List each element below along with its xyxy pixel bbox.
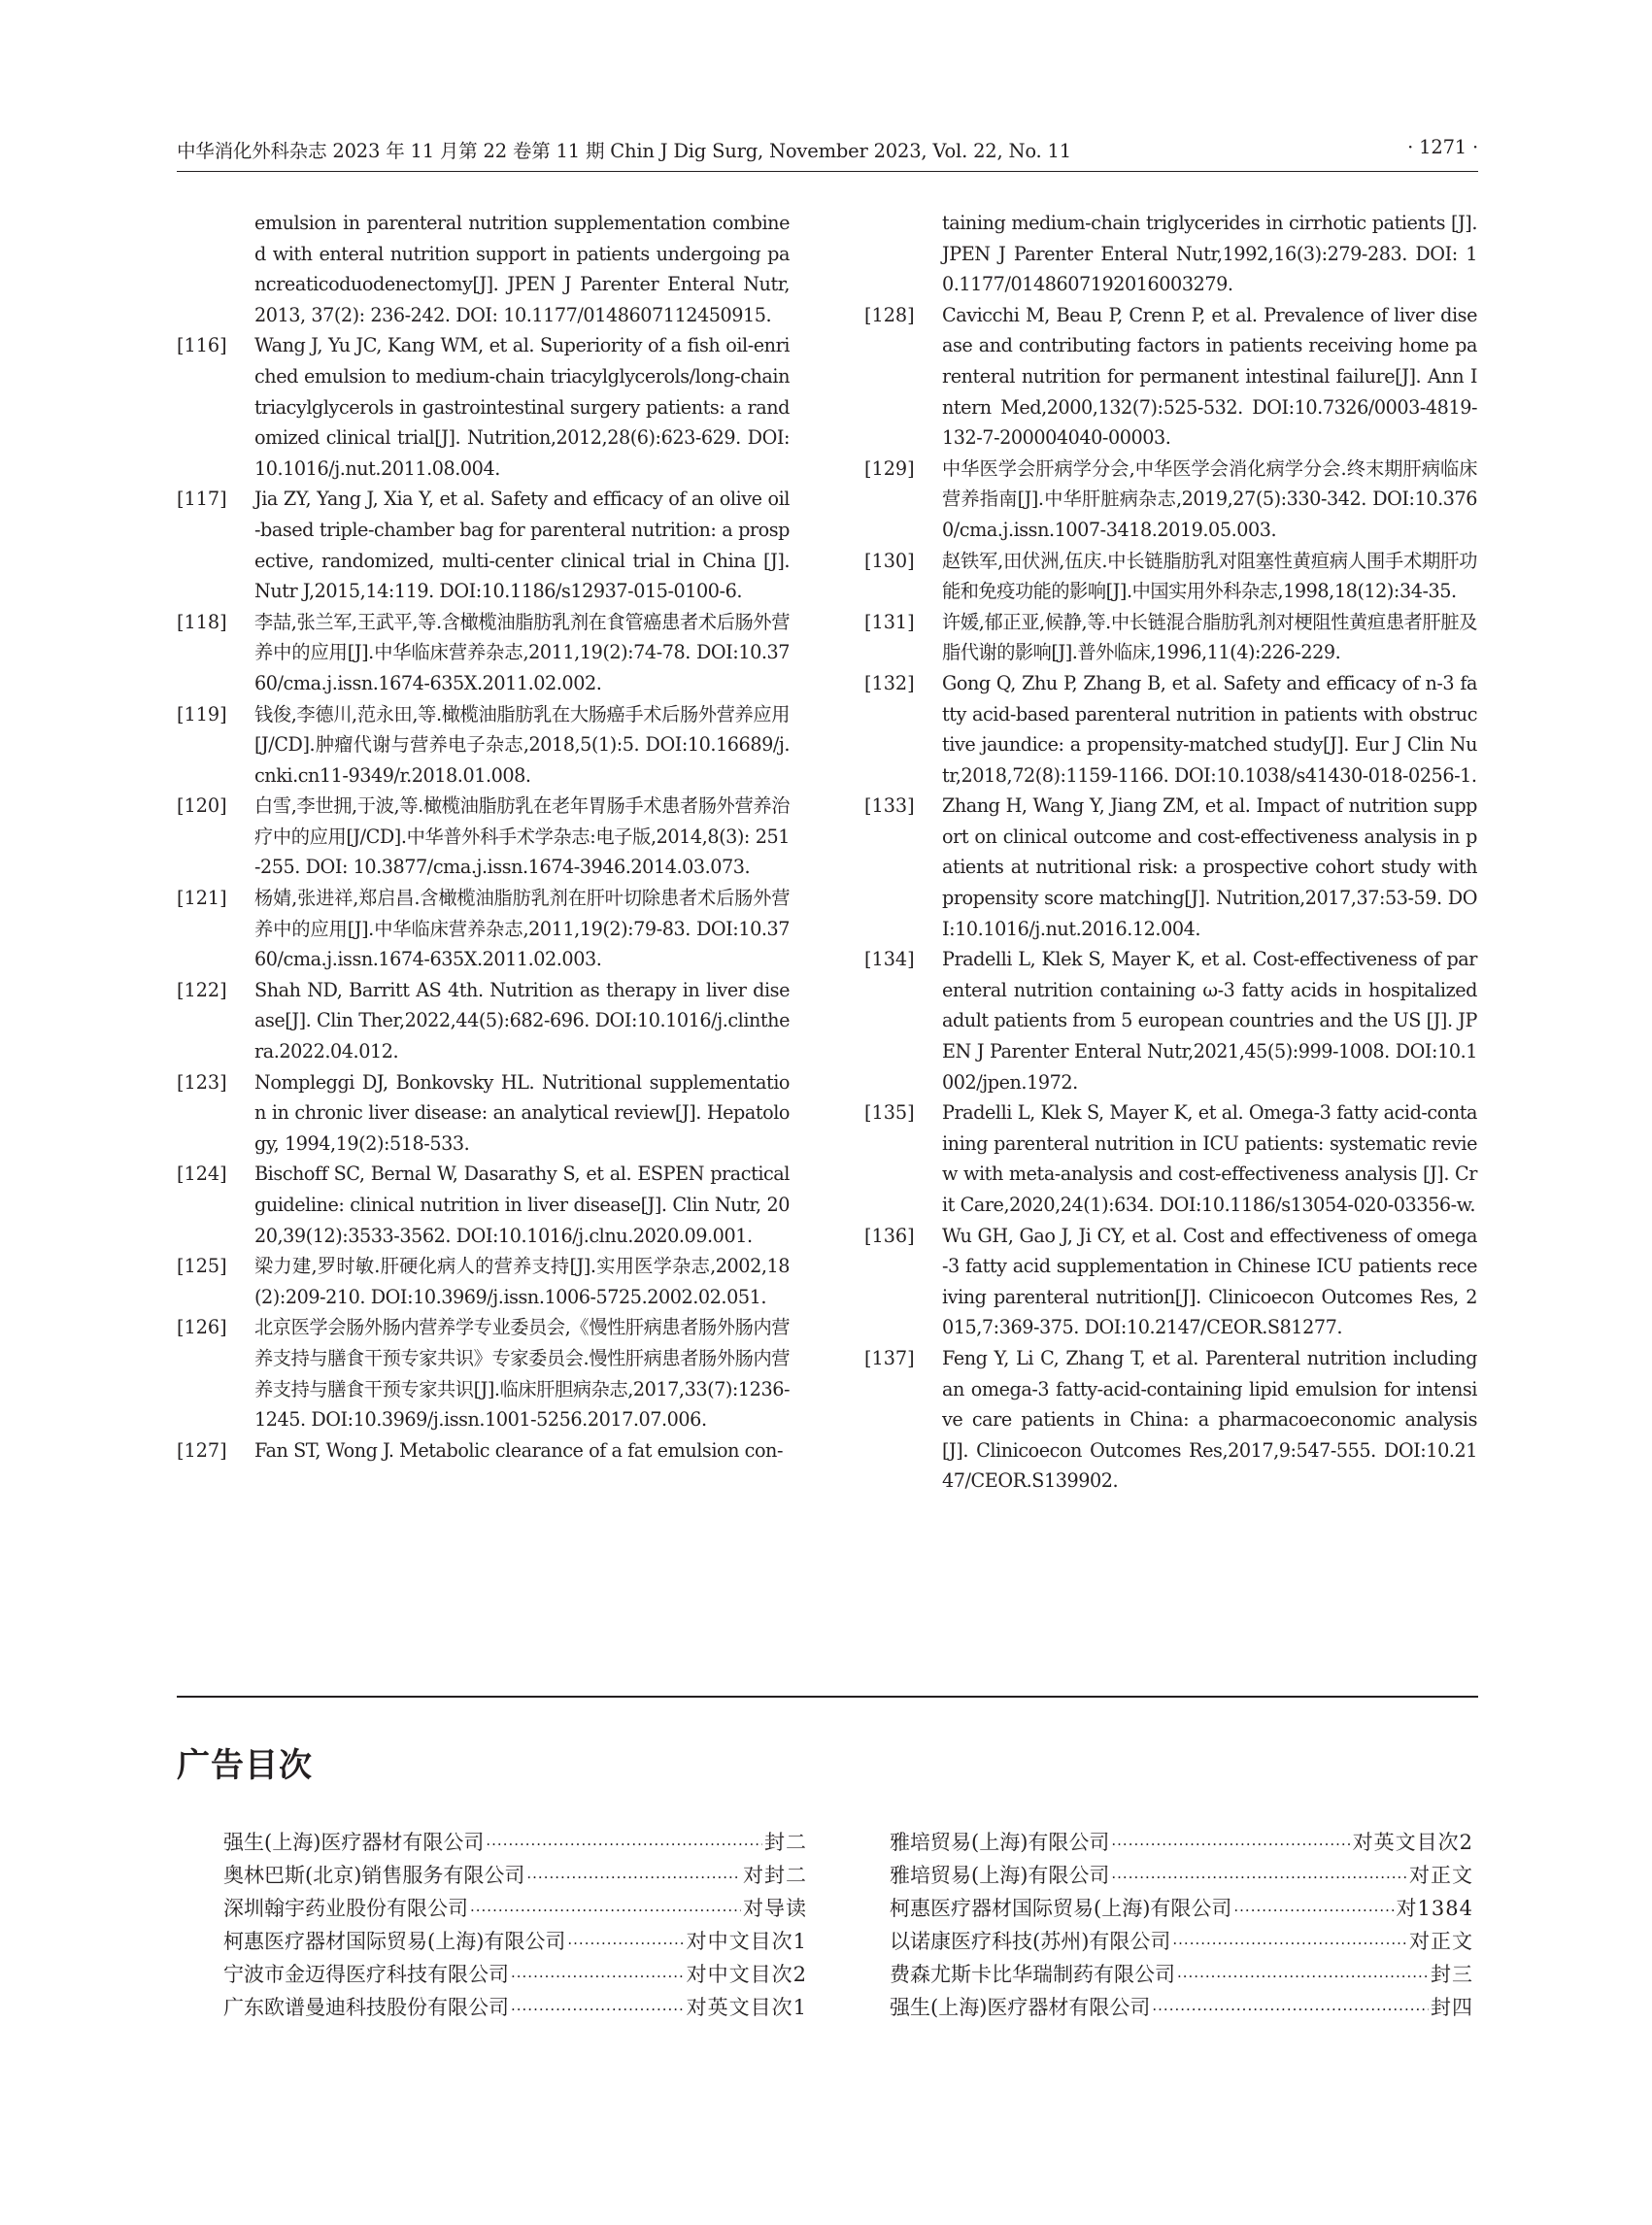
reference-number: [116] xyxy=(177,334,227,357)
reference-entry xyxy=(177,975,790,1067)
reference-number: [128] xyxy=(864,303,915,326)
reference-entry xyxy=(177,1312,790,1434)
reference-number: [123] xyxy=(177,1070,227,1094)
reference-entry xyxy=(177,699,790,792)
reference-number: [124] xyxy=(177,1163,227,1186)
reference-text: Nompleggi DJ, Bonkovsky HL. Nutritional supplementation in chronic liver disease: an analytical review[J]. Hepatology, 1994,19(2):518-533. xyxy=(254,1070,790,1155)
references-right-column xyxy=(864,208,1477,1497)
reference-entry xyxy=(864,546,1477,607)
reference-text: Cavicchi M, Beau P, Crenn P, et al. Prevalence of liver disease and contributing factors in patients receiving home parenteral nutrition for permanent intestinal failure[J]. Ann Intern Med,2000,132(7):525-532. DOI:10.7326/0003-4819-132-7-200004040-00003. xyxy=(942,303,1477,450)
reference-number: [127] xyxy=(177,1438,227,1462)
reference-entry xyxy=(864,944,1477,1097)
reference-text: Feng Y, Li C, Zhang T, et al. Parenteral nutrition including an omega-3 fatty-acid-containing lipid emulsion for intensive care patients in China: a pharmacoeconomic analysis [J]. Clinicoecon Outcomes Res,2017,9:547-555. DOI:10.2147/CEOR.S139902. xyxy=(942,1346,1477,1493)
reference-entry xyxy=(864,791,1477,944)
reference-text: taining medium-chain triglycerides in cirrhotic patients [J]. JPEN J Parenter Enteral Nutr,1992,16(3):279-283. DOI: 10.1177/0148607192016003279. xyxy=(942,212,1477,296)
reference-text: Wang J, Yu JC, Kang WM, et al. Superiority of a fish oil-enriched emulsion to medium-chain triacylglycerols/long-chain triacylglycerols in gastrointestinal surgery patients: a randomized clinical trial[J]. Nutrition,2012,28(6):623-629. DOI:10.1016/j.nut.2011.08.004. xyxy=(254,334,790,480)
ads-section-rule xyxy=(177,1696,1478,1698)
reference-number: [126] xyxy=(177,1316,227,1339)
ad-company: 柯惠医疗器材国际贸易(上海)有限公司 xyxy=(223,1930,566,1953)
ad-entry xyxy=(223,1991,807,2024)
ad-company: 强生(上海)医疗器材有限公司 xyxy=(223,1831,485,1854)
reference-text: Gong Q, Zhu P, Zhang B, et al. Safety and efficacy of n-3 fatty acid-based parenteral nutrition in patients with obstructive jaundice: a propensity-matched study[J]. Eur J Clin Nutr,2018,72(8):1159-1166. DOI:10.1038/s41430-018-0256-1. xyxy=(942,671,1477,787)
reference-entry xyxy=(177,1251,790,1312)
ad-entry xyxy=(890,1991,1473,2024)
ad-entry xyxy=(223,1859,807,1892)
ad-company: 以诺康医疗科技(苏州)有限公司 xyxy=(890,1930,1171,1953)
reference-text: Fan ST, Wong J. Metabolic clearance of a fat emulsion con- xyxy=(254,1438,784,1462)
ad-page: 对封二 xyxy=(743,1864,807,1887)
reference-entry xyxy=(864,1343,1477,1497)
ad-page: 对1384 xyxy=(1396,1897,1473,1920)
ads-right-column xyxy=(890,1826,1473,2024)
leader-dots xyxy=(511,1993,685,2026)
reference-text: 梁力建,罗时敏.肝硬化病人的营养支持[J].实用医学杂志,2002,18(2):209-210. DOI:10.3969/j.issn.1006-5725.2002.02.051. xyxy=(254,1255,790,1308)
reference-entry xyxy=(177,607,790,699)
reference-entry xyxy=(864,454,1477,546)
header-rule xyxy=(177,171,1478,172)
leader-dots xyxy=(511,1960,685,1993)
leader-dots xyxy=(470,1894,741,1927)
ad-entry xyxy=(890,1859,1473,1892)
reference-text: Zhang H, Wang Y, Jiang ZM, et al. Impact of nutrition support on clinical outcome and cost-effectiveness analysis in patients at nutritional risk: a prospective cohort study with propensity score matching[J]. Nutrition,2017,37:53-59. DOI:10.1016/j.nut.2016.12.004. xyxy=(942,794,1477,940)
reference-entry xyxy=(177,1435,790,1466)
leader-dots xyxy=(486,1828,762,1861)
ad-company: 广东欧谱曼迪科技股份有限公司 xyxy=(223,1996,509,2019)
reference-text: Shah ND, Barritt AS 4th. Nutrition as therapy in liver disease[J]. Clin Ther,2022,44(5):682-696. DOI:10.1016/j.clinthera.2022.04.012. xyxy=(254,978,790,1063)
reference-number: [135] xyxy=(864,1101,915,1125)
leader-dots xyxy=(1177,1960,1429,1993)
ad-page: 封四 xyxy=(1431,1996,1473,2019)
reference-text: Wu GH, Gao J, Ji CY, et al. Cost and effectiveness of omega-3 fatty acid supplementation in Chinese ICU patients receiving parenteral nutrition[J]. Clinicoecon Outcomes Res, 2015,7:369-375. DOI:10.2147/CEOR.S81277. xyxy=(942,1224,1477,1339)
reference-text: Pradelli L, Klek S, Mayer K, et al. Cost-effectiveness of parenteral nutrition containing ω-3 fatty acids in hospitalized adult patients from 5 european countries and the US [J]. JPEN J Parenter Enteral Nutr,2021,45(5):999-1008. DOI:10.1002/jpen.1972. xyxy=(942,948,1477,1094)
ad-page: 对中文目次1 xyxy=(686,1930,807,1953)
reference-text: Bischoff SC, Bernal W, Dasarathy S, et al. ESPEN practical guideline: clinical nutrition in liver disease[J]. Clin Nutr, 2020,39(12):3533-3562. DOI:10.1016/j.clnu.2020.09.001. xyxy=(254,1163,790,1247)
ad-entry xyxy=(890,1958,1473,1991)
ad-company: 雅培贸易(上海)有限公司 xyxy=(890,1864,1110,1887)
reference-number: [130] xyxy=(864,549,915,572)
reference-number: [132] xyxy=(864,671,915,694)
reference-number: [129] xyxy=(864,456,915,480)
leader-dots xyxy=(1111,1861,1407,1894)
ad-entry xyxy=(223,1826,807,1859)
reference-number: [125] xyxy=(177,1255,227,1278)
reference-entry xyxy=(864,607,1477,668)
reference-number: [137] xyxy=(864,1346,915,1369)
leader-dots xyxy=(567,1927,684,1960)
ad-page: 对英文目次2 xyxy=(1352,1831,1473,1854)
reference-number: [134] xyxy=(864,948,915,971)
reference-text: 钱俊,李德川,范永田,等.橄榄油脂肪乳在大肠癌手术后肠外营养应用[J/CD].肿瘤代谢与营养电子杂志,2018,5(1):5. DOI:10.16689/j.cnki.cn11-9349/r.2018.01.008. xyxy=(254,702,790,787)
reference-text: Pradelli L, Klek S, Mayer K, et al. Omega-3 fatty acid-containing parenteral nutrition in ICU patients: systematic review with meta-analysis and cost-effectiveness analysis [J]. Crit Care,2020,24(1):634. DOI:10.1186/s13054-020-03356-w. xyxy=(942,1101,1477,1216)
reference-number: [117] xyxy=(177,488,227,511)
reference-number: [133] xyxy=(864,794,915,818)
reference-entry xyxy=(177,484,790,606)
ad-entry xyxy=(890,1892,1473,1925)
ad-page: 封三 xyxy=(1431,1963,1473,1986)
reference-entry xyxy=(177,330,790,484)
ad-page: 对中文目次2 xyxy=(686,1963,807,1986)
reference-entry xyxy=(864,1221,1477,1343)
reference-entry xyxy=(864,208,1477,300)
reference-text: emulsion in parenteral nutrition supplementation combined with enteral nutrition support in patients undergoing pancreaticoduodenectomy[J]. JPEN J Parenter Enteral Nutr, 2013, 37(2): 236-242. DOI: 10.1177/0148607112450915. xyxy=(254,212,790,326)
reference-number: [120] xyxy=(177,794,227,818)
ad-entry xyxy=(223,1925,807,1958)
reference-text: 许媛,郁正亚,候静,等.中长链混合脂肪乳剂对梗阻性黄疸患者肝脏及脂代谢的影响[J].普外临床,1996,11(4):226-229. xyxy=(942,610,1477,664)
ad-company: 奥林巴斯(北京)销售服务有限公司 xyxy=(223,1864,525,1887)
reference-entry xyxy=(177,883,790,975)
reference-entry xyxy=(177,791,790,883)
leader-dots xyxy=(1172,1927,1407,1960)
ad-entry xyxy=(223,1892,807,1925)
reference-text: 北京医学会肠外肠内营养学专业委员会,《慢性肝病患者肠外肠内营养支持与膳食干预专家共识》专家委员会.慢性肝病患者肠外肠内营养支持与膳食干预专家共识[J].临床肝胆病杂志,2017,33(7):1236-1245. DOI:10.3969/j.issn.1001-5256.2017.07.006. xyxy=(254,1316,790,1432)
ads-index-title: 广告目次 xyxy=(177,1746,313,1785)
reference-number: [119] xyxy=(177,702,227,725)
reference-number: [131] xyxy=(864,610,915,633)
reference-text: 李喆,张兰军,王武平,等.含橄榄油脂肪乳剂在食管癌患者术后肠外营养中的应用[J].中华临床营养杂志,2011,19(2):74-78. DOI:10.3760/cma.j.issn.1674-635X.2011.02.002. xyxy=(254,610,790,694)
ad-company: 强生(上海)医疗器材有限公司 xyxy=(890,1996,1151,2019)
leader-dots xyxy=(1152,1993,1429,2026)
leader-dots xyxy=(526,1861,741,1894)
ad-company: 雅培贸易(上海)有限公司 xyxy=(890,1831,1110,1854)
leader-dots xyxy=(1111,1828,1350,1861)
running-header xyxy=(177,136,1478,171)
reference-entry xyxy=(177,1159,790,1251)
ad-page: 对正文 xyxy=(1409,1930,1473,1953)
ad-page: 对正文 xyxy=(1409,1864,1473,1887)
ad-entry xyxy=(890,1826,1473,1859)
reference-text: Jia ZY, Yang J, Xia Y, et al. Safety and efficacy of an olive oil-based triple-chamber bag for parenteral nutrition: a prospective, randomized, multi-center clinical trial in China [J]. Nutr J,2015,14:119. DOI:10.1186/s12937-015-0100-6. xyxy=(254,488,790,603)
reference-number: [136] xyxy=(864,1224,915,1247)
ad-page: 对英文目次1 xyxy=(686,1996,807,2019)
reference-number: [121] xyxy=(177,887,227,910)
ad-page: 对导读 xyxy=(743,1897,807,1920)
reference-text: 赵铁军,田伏洲,伍庆.中长链脂肪乳对阻塞性黄疸病人围手术期肝功能和免疫功能的影响[J].中国实用外科杂志,1998,18(12):34-35. xyxy=(942,549,1477,603)
reference-entry xyxy=(864,668,1477,791)
ad-page: 封二 xyxy=(764,1831,807,1854)
ad-company: 柯惠医疗器材国际贸易(上海)有限公司 xyxy=(890,1897,1232,1920)
reference-text: 杨婧,张进祥,郑启昌.含橄榄油脂肪乳剂在肝叶切除患者术后肠外营养中的应用[J].中华临床营养杂志,2011,19(2):79-83. DOI:10.3760/cma.j.issn.1674-635X.2011.02.003. xyxy=(254,887,790,971)
reference-number: [118] xyxy=(177,610,227,633)
ad-company: 宁波市金迈得医疗科技有限公司 xyxy=(223,1963,509,1986)
reference-entry xyxy=(177,208,790,330)
reference-entry xyxy=(864,1097,1477,1220)
reference-text: 中华医学会肝病学分会,中华医学会消化病学分会.终末期肝病临床营养指南[J].中华肝脏病杂志,2019,27(5):330-342. DOI:10.3760/cma.j.issn.1007-3418.2019.05.003. xyxy=(942,456,1477,541)
reference-text: 白雪,李世拥,于波,等.橄榄油脂肪乳在老年胃肠手术患者肠外营养治疗中的应用[J/CD].中华普外科手术学杂志:电子版,2014,8(3): 251-255. DOI: 10.3877/cma.j.issn.1674-3946.2014.03.073. xyxy=(254,794,790,879)
reference-number: [122] xyxy=(177,978,227,1001)
ad-company: 费森尤斯卡比华瑞制药有限公司 xyxy=(890,1963,1175,1986)
reference-entry xyxy=(177,1067,790,1160)
journal-citation-header: 中华消化外科杂志 2023 年 11 月第 22 卷第 11 期 Chin J Dig Surg, November 2023, Vol. 22, No. 11 xyxy=(177,140,1071,162)
ad-entry xyxy=(890,1925,1473,1958)
references-left-column xyxy=(177,208,790,1466)
ad-entry xyxy=(223,1958,807,1991)
leader-dots xyxy=(1233,1894,1394,1927)
ad-company: 深圳翰宇药业股份有限公司 xyxy=(223,1897,468,1920)
ads-left-column xyxy=(223,1826,807,2024)
page-number: · 1271 · xyxy=(1407,136,1478,158)
reference-entry xyxy=(864,300,1477,454)
